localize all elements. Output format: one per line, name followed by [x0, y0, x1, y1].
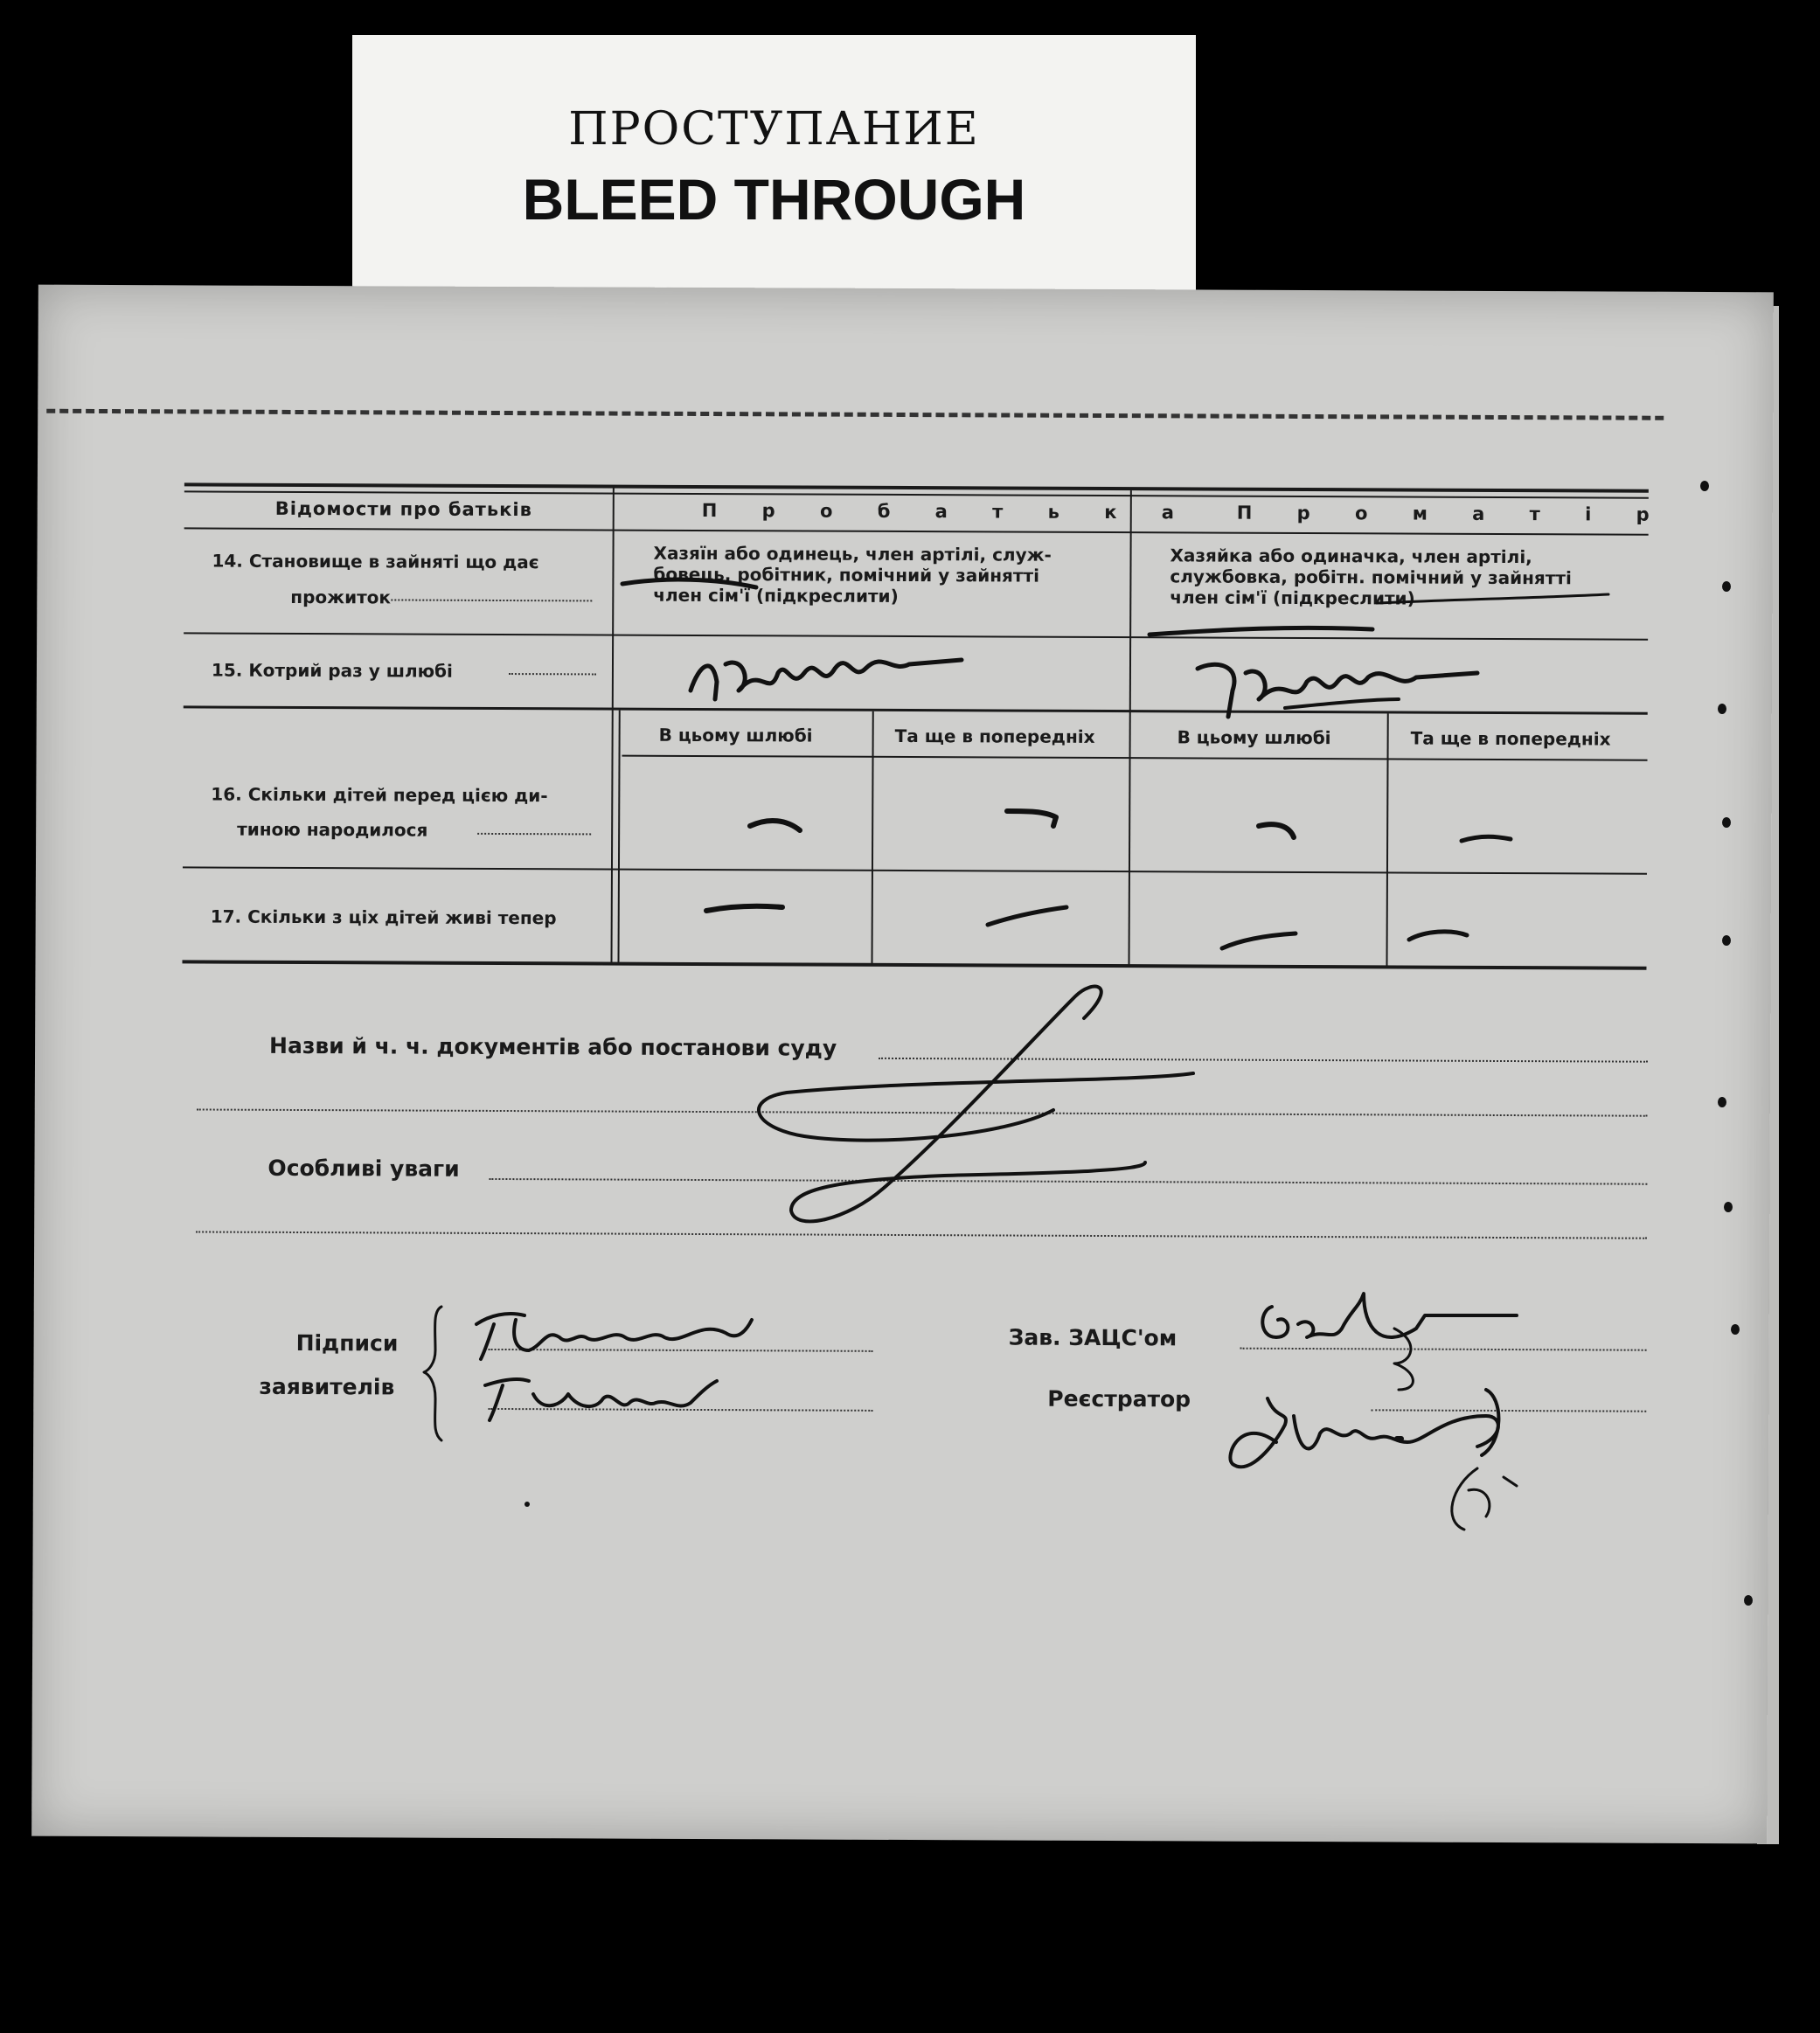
head-registry-label: Зав. ЗАЦС'ом: [1008, 1324, 1177, 1351]
row14-father-options: Хазяїн або одинець, член артілі, служ-бовець, робітник, помічний у зайнятті член сім'ї (підкреслити): [653, 542, 1052, 607]
mother-first-marriage-handwriting: [1198, 664, 1477, 717]
header-about-father: П р о б а т ь к а: [701, 499, 1194, 524]
dash-r16-c4: [1462, 836, 1511, 841]
header-parents-info: Відомости про батьків: [274, 497, 532, 521]
dash-r17-c1: [706, 906, 782, 911]
punch-hole: [1731, 1324, 1740, 1335]
registrar-label: Реєстратор: [1047, 1385, 1191, 1412]
dash-r17-c3: [1222, 933, 1296, 948]
row15-label: 15. Котрий раз у шлюбі: [211, 659, 453, 682]
row14-label-line2: прожиток: [290, 586, 392, 608]
applicants-label-line2: заявителів: [259, 1373, 395, 1400]
applicant1-signature: [476, 1314, 752, 1359]
notes-label: Особливі уваги: [267, 1155, 460, 1182]
strike-through-flourish: [759, 987, 1193, 1222]
dash-r16-c3: [1259, 824, 1294, 837]
punch-hole: [1744, 1595, 1753, 1606]
father-first-marriage-handwriting: [691, 660, 962, 699]
row17-label: 17. Скільки з ціх дітей живі тепер: [210, 905, 557, 929]
dash-r16-c1: [750, 821, 800, 830]
punch-hole: [1718, 704, 1726, 714]
subheader-father-this-marriage: В цьому шлюбі: [658, 724, 813, 746]
row16-label-line2: тиною народилося: [237, 818, 428, 841]
subheader-father-previous: Та ще в попередніх: [894, 725, 1095, 747]
underline-mother-helper: [1377, 594, 1608, 603]
documents-label: Назви й ч. ч. документів або постанови суду: [269, 1032, 837, 1061]
punch-hole: [1722, 581, 1731, 592]
underline-mother-occupation: [1150, 628, 1372, 635]
applicant2-signature: [485, 1379, 717, 1420]
row14-mother-options: Хазяйка або одиначка, член артілі, службовка, робітн. помічний у зайнятті член сім'ї (підкреслити): [1170, 545, 1572, 609]
punch-hole: [1718, 1097, 1726, 1107]
bleed-through-label-en: BLEED THROUGH: [522, 167, 1026, 232]
row14-label-line1: 14. Становище в зайняті що дає: [212, 550, 539, 573]
dash-r16-c2: [1007, 811, 1056, 826]
dash-r17-c2: [988, 907, 1066, 925]
bleed-through-label-ru: ПРОСТУПАНИЕ: [568, 103, 980, 156]
punch-hole: [1700, 481, 1709, 491]
applicants-label-line1: Підписи: [295, 1329, 399, 1356]
header-about-mother: П р о м а т і р: [1236, 502, 1669, 525]
dash-r17-c4: [1409, 932, 1467, 940]
punch-hole: [1722, 817, 1731, 828]
row16-label-line1: 16. Скільки дітей перед цією ди-: [211, 783, 548, 807]
punch-hole: [1722, 935, 1731, 946]
registrar-signature: [1230, 1390, 1498, 1467]
punch-hole: [1724, 1202, 1733, 1212]
subheader-mother-this-marriage: В цьому шлюбі: [1177, 726, 1331, 749]
subheader-mother-previous: Та ще в попередніх: [1410, 727, 1611, 750]
applicants-bracket: [424, 1307, 441, 1440]
head-registry-signature: [1262, 1294, 1517, 1337]
ink-dot: [524, 1502, 530, 1507]
underline-father-occupation: [622, 579, 756, 587]
